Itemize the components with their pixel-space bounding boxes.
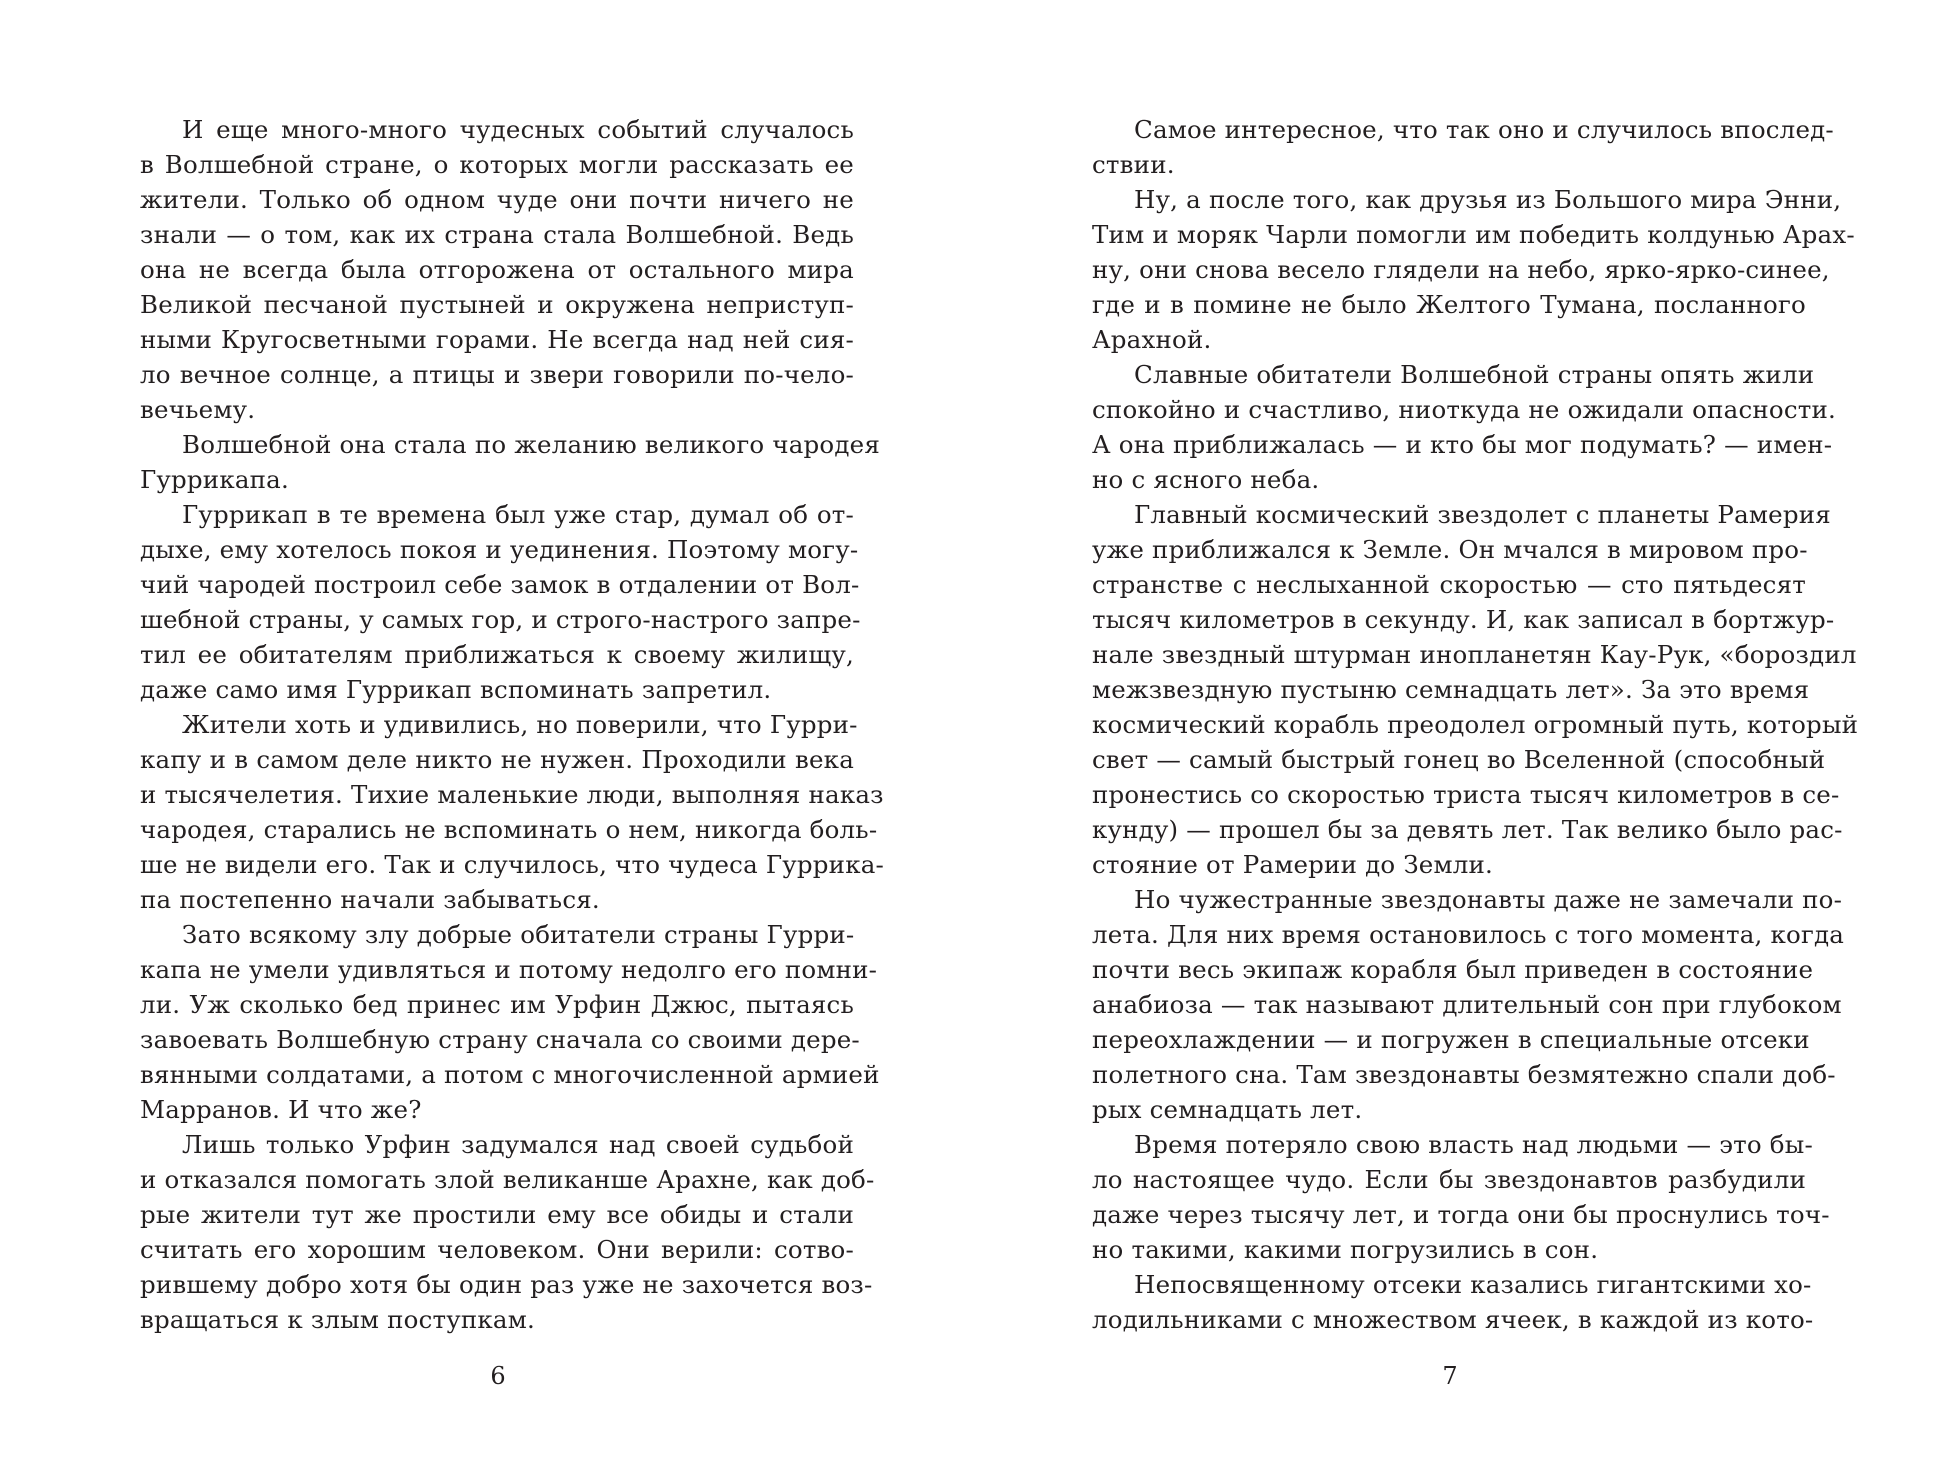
- text-line: Гуррикапа.: [140, 465, 289, 494]
- text-line: Арахной.: [1092, 325, 1212, 354]
- text-line: Время потеряло свою власть над людьми — это бы-: [1134, 1130, 1813, 1159]
- text-line: капу и в самом деле никто не нужен. Проходили века: [140, 745, 854, 774]
- text-line: вечьему.: [140, 395, 256, 424]
- left-page-text: [140, 112, 885, 1337]
- text-line: полетного сна. Там звездонавты безмятежно спали доб-: [1092, 1060, 1836, 1089]
- text-line: Главный космический звездолет с планеты Рамерия: [1134, 500, 1831, 529]
- text-line: уже приближался к Земле. Он мчался в мировом про-: [1092, 535, 1808, 564]
- text-line: но такими, какими погрузились в сон.: [1092, 1235, 1599, 1264]
- text-line: ствии.: [1092, 150, 1175, 179]
- text-line: жители. Только об одном чуде они почти ничего не: [140, 185, 854, 214]
- text-line: нале звездный штурман инопланетян Кау-Рук, «бороздил: [1092, 640, 1857, 669]
- text-line: Жители хоть и удивились, но поверили, что Гурри-: [182, 710, 858, 739]
- text-line: чародея, старались не вспоминать о нем, никогда боль-: [140, 815, 878, 844]
- text-line: ными Кругосветными горами. Не всегда над ней сия-: [140, 325, 854, 354]
- paragraph: [1092, 882, 1845, 1127]
- text-line: рых семнадцать лет.: [1092, 1095, 1363, 1124]
- text-line: А она приближалась — и кто бы мог подумать? — имен-: [1092, 430, 1833, 459]
- text-line: анабиоза — так называют длительный сон при глубоком: [1092, 990, 1842, 1019]
- paragraph: [140, 1127, 875, 1337]
- text-line: но с ясного неба.: [1092, 465, 1320, 494]
- paragraph: [140, 427, 881, 497]
- text-line: свет — самый быстрый гонец во Вселенной (способный: [1092, 745, 1826, 774]
- text-line: рившему добро хотя бы один раз уже не захочется воз-: [140, 1270, 873, 1299]
- text-line: Тим и моряк Чарли помогли им победить колдунью Арах-: [1092, 220, 1855, 249]
- paragraph: [140, 497, 861, 707]
- text-line: где и в помине не было Желтого Тумана, посланного: [1092, 290, 1806, 319]
- text-line: даже через тысячу лет, и тогда они бы проснулись точ-: [1092, 1200, 1830, 1229]
- text-line: межзвездную пустыню семнадцать лет». За это время: [1092, 675, 1810, 704]
- paragraph: [1092, 1127, 1830, 1267]
- text-line: рые жители тут же простили ему все обиды и стали: [140, 1200, 854, 1229]
- text-line: Непосвященному отсеки казались гигантскими хо-: [1134, 1270, 1812, 1299]
- text-line: космический корабль преодолел огромный путь, который: [1092, 710, 1859, 739]
- paragraph: [1092, 497, 1859, 882]
- text-line: пронестись со скоростью триста тысяч километров в се-: [1092, 780, 1840, 809]
- text-line: па постепенно начали забываться.: [140, 885, 600, 914]
- text-line: И еще много-много чудесных событий случалось: [182, 115, 854, 144]
- text-line: ше не видели его. Так и случилось, что чудеса Гуррика-: [140, 850, 885, 879]
- text-line: странстве с неслыханной скоростью — сто пятьдесят: [1092, 570, 1806, 599]
- text-line: ли. Уж сколько бед принес им Урфин Джюс, пытаясь: [140, 990, 854, 1019]
- text-line: завоевать Волшебную страну сначала со своими дере-: [140, 1025, 860, 1054]
- text-line: Лишь только Урфин задумался над своей судьбой: [182, 1130, 854, 1159]
- text-line: стояние от Рамерии до Земли.: [1092, 850, 1494, 879]
- text-line: Великой песчаной пустыней и окружена неприступ-: [140, 290, 854, 319]
- text-line: Волшебной она стала по желанию великого чародея: [182, 430, 881, 459]
- text-line: лодильниками с множеством ячеек, в каждой из кото-: [1092, 1305, 1814, 1334]
- paragraph: [1092, 112, 1834, 182]
- text-line: даже само имя Гуррикап вспоминать запретил.: [140, 675, 772, 704]
- text-line: дыхе, ему хотелось покоя и уединения. Поэтому могу-: [140, 535, 859, 564]
- paragraph: [1092, 357, 1837, 497]
- text-line: и отказался помогать злой великанше Арахне, как доб-: [140, 1165, 875, 1194]
- text-line: считать его хорошим человеком. Они верили: сотво-: [140, 1235, 854, 1264]
- text-line: ну, они снова весело глядели на небо, ярко-ярко-синее,: [1092, 255, 1830, 284]
- text-line: она не всегда была отгорожена от остального мира: [140, 255, 854, 284]
- text-line: шебной страны, у самых гор, и строго-настрого запре-: [140, 605, 861, 634]
- text-line: в Волшебной стране, о которых могли рассказать ее: [140, 150, 854, 179]
- text-line: знали — о том, как их страна стала Волшебной. Ведь: [140, 220, 854, 249]
- text-line: кунду) — прошел бы за девять лет. Так велико было рас-: [1092, 815, 1843, 844]
- text-line: ло настоящее чудо. Если бы звездонавтов разбудили: [1092, 1165, 1806, 1194]
- paragraph: [140, 917, 880, 1127]
- text-line: капа не умели удивляться и потому недолго его помни-: [140, 955, 878, 984]
- text-line: спокойно и счастливо, ниоткуда не ожидали опасности.: [1092, 395, 1837, 424]
- text-line: Ну, а после того, как друзья из Большого мира Энни,: [1134, 185, 1842, 214]
- paragraph: [140, 112, 854, 427]
- text-line: тил ее обитателям приближаться к своему жилищу,: [140, 640, 854, 669]
- page-number-right: 7: [1442, 1362, 1458, 1390]
- text-line: Славные обитатели Волшебной страны опять жили: [1134, 360, 1815, 389]
- text-line: Самое интересное, что так оно и случилось впослед-: [1134, 115, 1834, 144]
- paragraph: [1092, 1267, 1814, 1337]
- text-line: тысяч километров в секунду. И, как записал в бортжур-: [1092, 605, 1835, 634]
- text-line: Но чужестранные звездонавты даже не замечали по-: [1134, 885, 1843, 914]
- text-line: и тысячелетия. Тихие маленькие люди, выполняя наказ: [140, 780, 884, 809]
- text-line: вянными солдатами, а потом с многочисленной армией: [140, 1060, 880, 1089]
- text-line: Зато всякому злу добрые обитатели страны Гурри-: [182, 920, 855, 949]
- right-page-text: [1092, 112, 1859, 1337]
- text-line: переохлаждении — и погружен в специальные отсеки: [1092, 1025, 1810, 1054]
- text-line: Гуррикап в те времена был уже стар, думал об от-: [182, 500, 854, 529]
- paragraph: [140, 707, 885, 917]
- text-line: вращаться к злым поступкам.: [140, 1305, 535, 1334]
- text-line: лета. Для них время остановилось с того момента, когда: [1092, 920, 1845, 949]
- paragraph: [1092, 182, 1855, 357]
- text-line: чий чародей построил себе замок в отдалении от Вол-: [140, 570, 860, 599]
- text-line: ло вечное солнце, а птицы и звери говорили по-чело-: [140, 360, 854, 389]
- text-line: Марранов. И что же?: [140, 1095, 422, 1124]
- text-line: почти весь экипаж корабля был приведен в состояние: [1092, 955, 1814, 984]
- page-number-left: 6: [490, 1362, 506, 1390]
